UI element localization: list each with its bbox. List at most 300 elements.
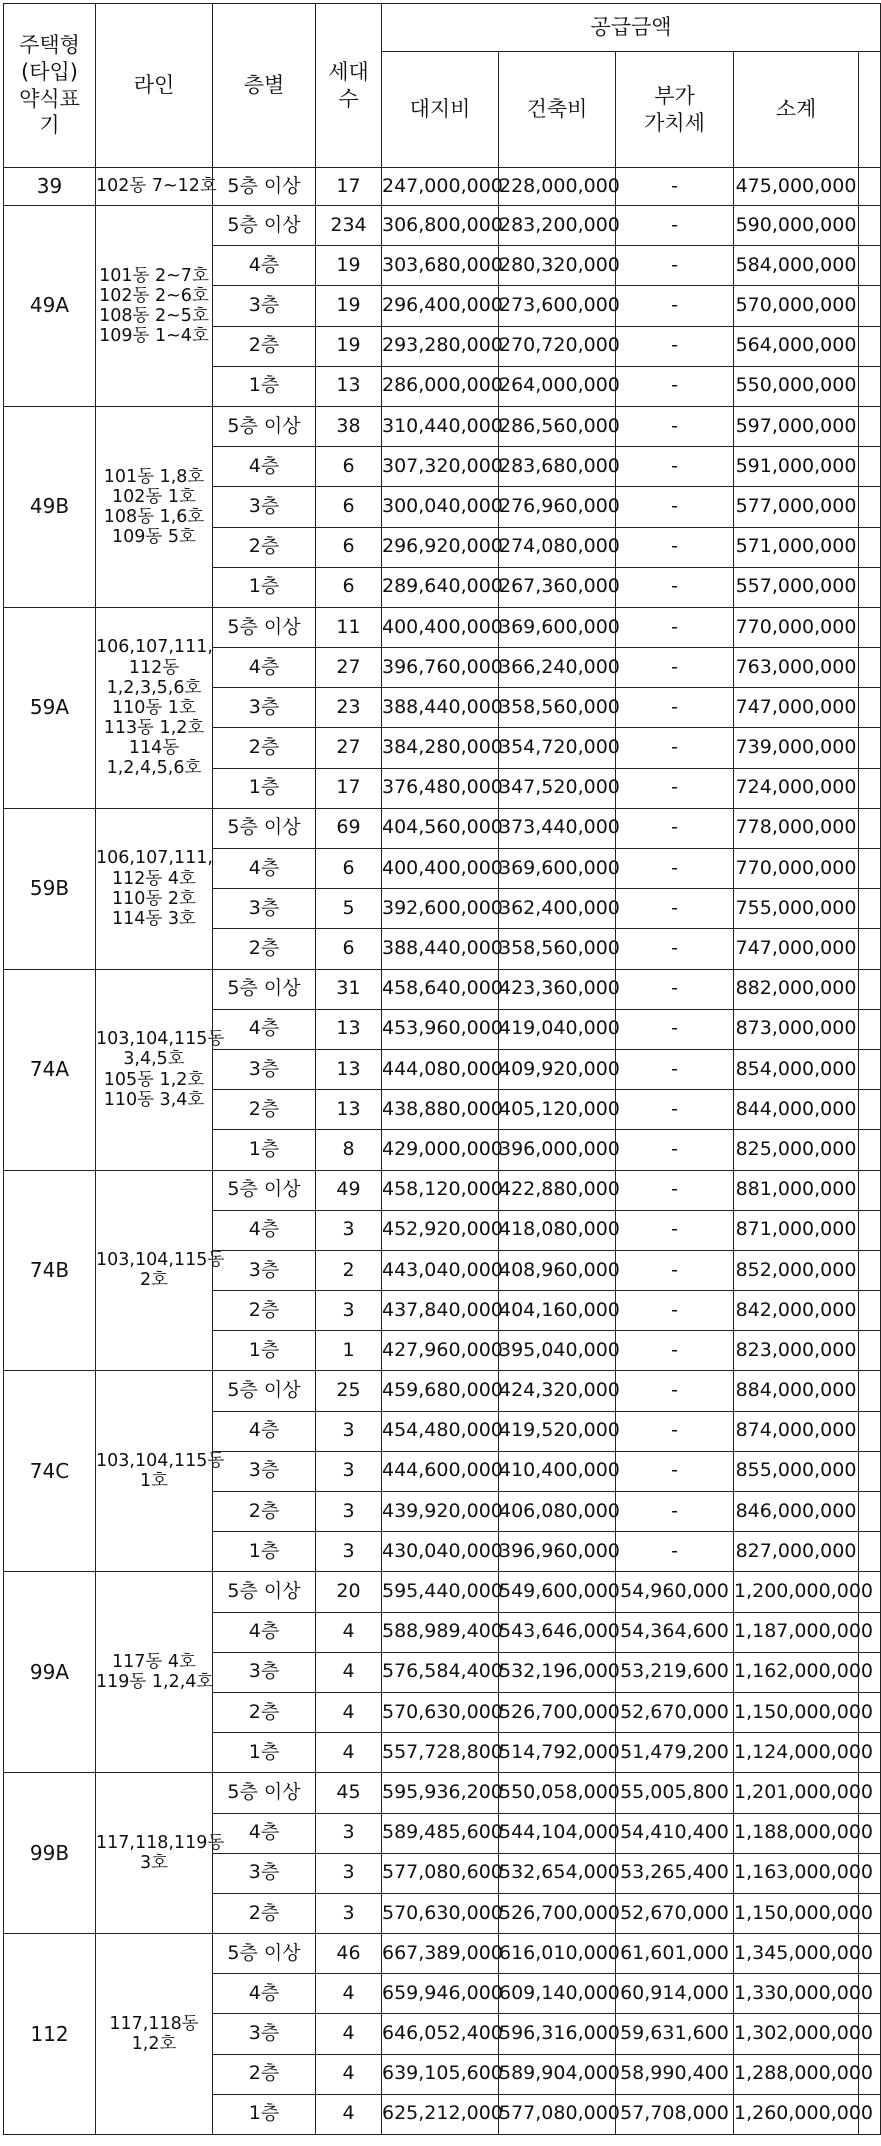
building-price-cell: 543,646,000 [499,1612,616,1652]
line-text: 3호 [139,1853,169,1874]
floor-cell: 2층 [213,1291,316,1331]
line-text: 108동 1,6호 [103,506,205,527]
subtotal-cell: 770,000,000 [734,607,859,647]
land-price-cell: 595,936,200 [382,1773,499,1813]
subtotal-cell: 763,000,000 [734,648,859,688]
subtotal-cell: 1,345,000,000 [734,1934,859,1974]
line-text: 110동 2호 [112,888,196,909]
cut-column-cell [859,728,881,768]
land-price-cell: 289,640,000 [382,567,499,607]
subtotal-cell: 557,000,000 [734,567,859,607]
header-cut-column [859,52,881,168]
line-text: 109동 5호 [112,527,196,548]
subtotal-cell: 724,000,000 [734,768,859,808]
land-price-cell: 454,480,000 [382,1411,499,1451]
land-price-cell: 438,880,000 [382,1090,499,1130]
floor-cell: 5층 이상 [213,1371,316,1411]
subtotal-cell: 778,000,000 [734,808,859,848]
floor-cell: 3층 [213,1049,316,1089]
land-price-cell: 427,960,000 [382,1331,499,1371]
land-price-cell: 396,760,000 [382,648,499,688]
vat-cell: - [616,168,734,206]
units-cell: 31 [316,969,382,1009]
line-cell [96,168,217,206]
floor-cell: 2층 [213,1090,316,1130]
line-text: 117,118,119동 [96,1833,225,1854]
land-price-cell: 376,480,000 [382,768,499,808]
building-price-cell: 276,960,000 [499,487,616,527]
subtotal-cell: 570,000,000 [734,286,859,326]
subtotal-cell: 825,000,000 [734,1130,859,1170]
units-cell: 1 [316,1331,382,1371]
cut-column-cell [859,1532,881,1572]
building-price-cell: 526,700,000 [499,1692,616,1732]
line-cell [96,607,213,808]
units-cell: 6 [316,929,382,969]
land-price-cell: 430,040,000 [382,1532,499,1572]
table-row [4,1934,881,1974]
vat-cell: - [616,1451,734,1491]
cut-column-cell [859,1291,881,1331]
subtotal-cell: 591,000,000 [734,447,859,487]
vat-cell: 54,960,000 [616,1572,734,1612]
land-price-cell: 667,389,000 [382,1934,499,1974]
vat-cell: - [616,1411,734,1451]
units-cell: 13 [316,1009,382,1049]
cut-column-cell [859,206,881,246]
floor-cell: 4층 [213,1974,316,2014]
building-price-cell: 609,140,000 [499,1974,616,2014]
line-text: 119동 1,2,4호 [96,1672,214,1693]
subtotal-cell: 871,000,000 [734,1210,859,1250]
building-price-cell: 405,120,000 [499,1090,616,1130]
floor-cell: 1층 [213,2094,316,2134]
vat-cell: - [616,1250,734,1290]
floor-cell: 5층 이상 [213,1170,316,1210]
building-price-cell: 369,600,000 [499,607,616,647]
table-row [4,607,881,647]
building-price-cell: 270,720,000 [499,326,616,366]
land-price-cell: 659,946,000 [382,1974,499,2014]
vat-cell: - [616,567,734,607]
units-cell: 45 [316,1773,382,1813]
land-price-cell: 577,080,600 [382,1853,499,1893]
land-price-cell: 595,440,000 [382,1572,499,1612]
line-text: 106,107,111, [96,848,213,869]
cut-column-cell [859,1049,881,1089]
vat-cell: 53,219,600 [616,1652,734,1692]
units-cell: 6 [316,447,382,487]
cut-column-cell [859,447,881,487]
floor-cell: 5층 이상 [213,168,316,206]
land-price-cell: 388,440,000 [382,929,499,969]
building-price-cell: 549,600,000 [499,1572,616,1612]
floor-cell: 3층 [213,487,316,527]
line-text: 1,2호 [131,2034,177,2055]
subtotal-cell: 1,288,000,000 [734,2054,859,2094]
subtotal-cell: 1,124,000,000 [734,1733,859,1773]
line-text: 101동 1,8호 [103,466,205,487]
table-row [4,1773,881,1813]
floor-cell: 3층 [213,2014,316,2054]
line-text: 114동 3호 [112,908,196,929]
units-cell: 25 [316,1371,382,1411]
line-cell [96,969,225,1170]
units-cell: 6 [316,567,382,607]
line-text: 102동 1호 [112,486,196,507]
units-cell: 4 [316,2054,382,2094]
land-price-cell: 444,080,000 [382,1049,499,1089]
units-cell: 11 [316,607,382,647]
subtotal-cell: 739,000,000 [734,728,859,768]
building-price-cell: 404,160,000 [499,1291,616,1331]
cut-column-cell [859,607,881,647]
line-cell [96,1934,213,2135]
subtotal-cell: 873,000,000 [734,1009,859,1049]
floor-cell: 4층 [213,447,316,487]
units-cell: 4 [316,2014,382,2054]
floor-cell: 5층 이상 [213,808,316,848]
subtotal-cell: 550,000,000 [734,366,859,406]
units-cell: 46 [316,1934,382,1974]
subtotal-cell: 571,000,000 [734,527,859,567]
floor-cell: 4층 [213,648,316,688]
units-cell: 13 [316,1049,382,1089]
land-price-cell: 296,920,000 [382,527,499,567]
header-vat-line: 부가 [654,83,695,108]
units-cell: 3 [316,1210,382,1250]
header-vat-line: 가치세 [644,110,705,135]
subtotal-cell: 855,000,000 [734,1451,859,1491]
cut-column-cell [859,1130,881,1170]
units-cell: 19 [316,246,382,286]
vat-cell: - [616,1492,734,1532]
line-text: 114동 [128,738,180,759]
floor-cell: 3층 [213,286,316,326]
units-cell: 49 [316,1170,382,1210]
building-price-cell: 396,000,000 [499,1130,616,1170]
header-type-code-line: 주택형 [19,32,80,57]
vat-cell: - [616,1371,734,1411]
vat-cell: 51,479,200 [616,1733,734,1773]
supply-price-table [3,3,881,2135]
floor-cell: 5층 이상 [213,1934,316,1974]
header-line: 라인 [96,4,213,168]
line-text: 103,104,115동 [96,1250,225,1271]
land-price-cell: 444,600,000 [382,1451,499,1491]
floor-cell: 4층 [213,1612,316,1652]
units-cell: 27 [316,648,382,688]
units-cell: 3 [316,1291,382,1331]
vat-cell: - [616,406,734,446]
units-cell: 3 [316,1893,382,1933]
subtotal-cell: 823,000,000 [734,1331,859,1371]
land-price-cell: 458,120,000 [382,1170,499,1210]
subtotal-cell: 747,000,000 [734,929,859,969]
building-price-cell: 366,240,000 [499,648,616,688]
cut-column-cell [859,1451,881,1491]
building-price-cell: 577,080,000 [499,2094,616,2134]
building-price-cell: 408,960,000 [499,1250,616,1290]
land-price-cell: 310,440,000 [382,406,499,446]
units-cell: 69 [316,808,382,848]
building-price-cell: 423,360,000 [499,969,616,1009]
vat-cell: 58,990,400 [616,2054,734,2094]
vat-cell: - [616,487,734,527]
cut-column-cell [859,286,881,326]
units-cell: 3 [316,1492,382,1532]
subtotal-cell: 597,000,000 [734,406,859,446]
floor-cell: 2층 [213,1893,316,1933]
vat-cell: - [616,1331,734,1371]
subtotal-cell: 874,000,000 [734,1411,859,1451]
subtotal-cell: 844,000,000 [734,1090,859,1130]
land-price-cell: 570,630,000 [382,1893,499,1933]
units-cell: 3 [316,1532,382,1572]
building-price-cell: 419,040,000 [499,1009,616,1049]
units-cell: 2 [316,1250,382,1290]
line-text: 110동 3,4호 [103,1089,205,1110]
land-price-cell: 300,040,000 [382,487,499,527]
floor-cell: 5층 이상 [213,607,316,647]
building-price-cell: 273,600,000 [499,286,616,326]
land-price-cell: 459,680,000 [382,1371,499,1411]
line-text: 103,104,115동 [96,1029,225,1050]
header-units-line: 수 [338,86,359,111]
floor-cell: 1층 [213,1130,316,1170]
vat-cell: - [616,1090,734,1130]
vat-cell: 52,670,000 [616,1893,734,1933]
vat-cell: - [616,286,734,326]
table-row [4,1572,881,1612]
table-row [4,1170,881,1210]
units-cell: 4 [316,1733,382,1773]
subtotal-cell: 1,150,000,000 [734,1893,859,1933]
cut-column-cell [859,246,881,286]
land-price-cell: 452,920,000 [382,1210,499,1250]
floor-cell: 3층 [213,1451,316,1491]
units-cell: 4 [316,2094,382,2134]
floor-cell: 5층 이상 [213,969,316,1009]
units-cell: 19 [316,286,382,326]
type-code-cell: 49B [4,406,96,607]
type-code-cell: 74A [4,969,96,1170]
table-header [4,4,881,168]
vat-cell: 54,410,400 [616,1813,734,1853]
table-row [4,206,881,246]
land-price-cell: 588,989,400 [382,1612,499,1652]
land-price-cell: 570,630,000 [382,1692,499,1732]
subtotal-cell: 747,000,000 [734,688,859,728]
land-price-cell: 639,105,600 [382,2054,499,2094]
building-price-cell: 396,960,000 [499,1532,616,1572]
type-code-cell: 74B [4,1170,96,1371]
table-row [4,1371,881,1411]
vat-cell: - [616,929,734,969]
land-price-cell: 443,040,000 [382,1250,499,1290]
building-price-cell: 616,010,000 [499,1934,616,1974]
line-text: 117동 4호 [112,1652,196,1673]
units-cell: 234 [316,206,382,246]
floor-cell: 4층 [213,246,316,286]
floor-cell: 3층 [213,1652,316,1692]
header-units [316,4,382,168]
cut-column-cell [859,969,881,1009]
units-cell: 3 [316,1813,382,1853]
land-price-cell: 437,840,000 [382,1291,499,1331]
land-price-cell: 429,000,000 [382,1130,499,1170]
header-floor: 층별 [213,4,316,168]
cut-column-cell [859,487,881,527]
building-price-cell: 532,196,000 [499,1652,616,1692]
vat-cell: - [616,688,734,728]
vat-cell: - [616,1130,734,1170]
building-price-cell: 358,560,000 [499,929,616,969]
land-price-cell: 557,728,800 [382,1733,499,1773]
vat-cell: 54,364,600 [616,1612,734,1652]
land-price-cell: 400,400,000 [382,849,499,889]
vat-cell: 61,601,000 [616,1934,734,1974]
building-price-cell: 267,360,000 [499,567,616,607]
cut-column-cell [859,1009,881,1049]
vat-cell: - [616,1291,734,1331]
header-type-code-line: (타입) [21,59,78,84]
line-text: 2호 [139,1270,169,1291]
floor-cell: 1층 [213,567,316,607]
vat-cell: - [616,768,734,808]
cut-column-cell [859,366,881,406]
land-price-cell: 247,000,000 [382,168,499,206]
floor-cell: 5층 이상 [213,1572,316,1612]
subtotal-cell: 827,000,000 [734,1532,859,1572]
type-code-cell: 49A [4,206,96,407]
subtotal-cell: 1,200,000,000 [734,1572,859,1612]
vat-cell: - [616,728,734,768]
floor-cell: 3층 [213,1853,316,1893]
header-building: 건축비 [499,52,616,168]
cut-column-cell [859,406,881,446]
vat-cell: - [616,808,734,848]
units-cell: 6 [316,849,382,889]
cut-column-cell [859,527,881,567]
cut-column-cell [859,326,881,366]
subtotal-cell: 577,000,000 [734,487,859,527]
line-text: 1,2,4,5,6호 [106,758,202,779]
header-type-code-line: 기 [39,113,60,138]
cut-column-cell [859,168,881,206]
land-price-cell: 458,640,000 [382,969,499,1009]
floor-cell: 2층 [213,1492,316,1532]
vat-cell: - [616,969,734,1009]
vat-cell: 55,005,800 [616,1773,734,1813]
building-price-cell: 362,400,000 [499,889,616,929]
building-price-cell: 410,400,000 [499,1451,616,1491]
building-price-cell: 280,320,000 [499,246,616,286]
units-cell: 23 [316,688,382,728]
floor-cell: 3층 [213,688,316,728]
table-row [4,168,881,206]
land-price-cell: 400,400,000 [382,607,499,647]
floor-cell: 1층 [213,1733,316,1773]
floor-cell: 2층 [213,326,316,366]
line-text: 102동 7~12호 [96,176,217,197]
subtotal-cell: 475,000,000 [734,168,859,206]
units-cell: 4 [316,1974,382,2014]
floor-cell: 4층 [213,1009,316,1049]
header-units-line: 세대 [328,59,369,84]
subtotal-cell: 1,201,000,000 [734,1773,859,1813]
units-cell: 4 [316,1692,382,1732]
subtotal-cell: 1,188,000,000 [734,1813,859,1853]
subtotal-cell: 1,330,000,000 [734,1974,859,2014]
line-text: 1호 [139,1471,169,1492]
building-price-cell: 424,320,000 [499,1371,616,1411]
units-cell: 4 [316,1612,382,1652]
header-type-code [4,4,96,168]
floor-cell: 4층 [213,1813,316,1853]
subtotal-cell: 770,000,000 [734,849,859,889]
subtotal-cell: 1,162,000,000 [734,1652,859,1692]
line-cell [96,808,213,969]
cut-column-cell [859,889,881,929]
subtotal-cell: 852,000,000 [734,1250,859,1290]
cut-column-cell [859,1250,881,1290]
building-price-cell: 596,316,000 [499,2014,616,2054]
building-price-cell: 550,058,000 [499,1773,616,1813]
cut-column-cell [859,1170,881,1210]
line-cell [96,1572,213,1773]
units-cell: 38 [316,406,382,446]
vat-cell: - [616,1009,734,1049]
header-vat [616,52,734,168]
land-price-cell: 646,052,400 [382,2014,499,2054]
subtotal-cell: 882,000,000 [734,969,859,1009]
subtotal-cell: 1,302,000,000 [734,2014,859,2054]
subtotal-cell: 854,000,000 [734,1049,859,1089]
land-price-cell: 384,280,000 [382,728,499,768]
type-code-cell: 59A [4,607,96,808]
units-cell: 4 [316,1652,382,1692]
vat-cell: 53,265,400 [616,1853,734,1893]
land-price-cell: 404,560,000 [382,808,499,848]
floor-cell: 2층 [213,929,316,969]
header-subtotal: 소계 [734,52,859,168]
land-price-cell: 303,680,000 [382,246,499,286]
building-price-cell: 419,520,000 [499,1411,616,1451]
line-cell [96,206,213,407]
subtotal-cell: 564,000,000 [734,326,859,366]
cut-column-cell [859,768,881,808]
vat-cell: - [616,607,734,647]
header-supply-price: 공급금액 [382,4,881,52]
line-text: 101동 2~7호 [99,265,209,286]
type-code-cell: 99B [4,1773,96,1934]
vat-cell: - [616,648,734,688]
floor-cell: 1층 [213,768,316,808]
cut-column-cell [859,688,881,728]
line-text: 112동 4호 [112,868,196,889]
land-price-cell: 453,960,000 [382,1009,499,1049]
line-text: 102동 2~6호 [99,285,209,306]
line-text: 106,107,111, [96,637,213,658]
line-text: 105동 1,2호 [103,1069,205,1090]
table-row [4,406,881,446]
building-price-cell: 264,000,000 [499,366,616,406]
type-code-cell: 112 [4,1934,96,2135]
cut-column-cell [859,1411,881,1451]
type-code-cell: 99A [4,1572,96,1773]
building-price-cell: 514,792,000 [499,1733,616,1773]
